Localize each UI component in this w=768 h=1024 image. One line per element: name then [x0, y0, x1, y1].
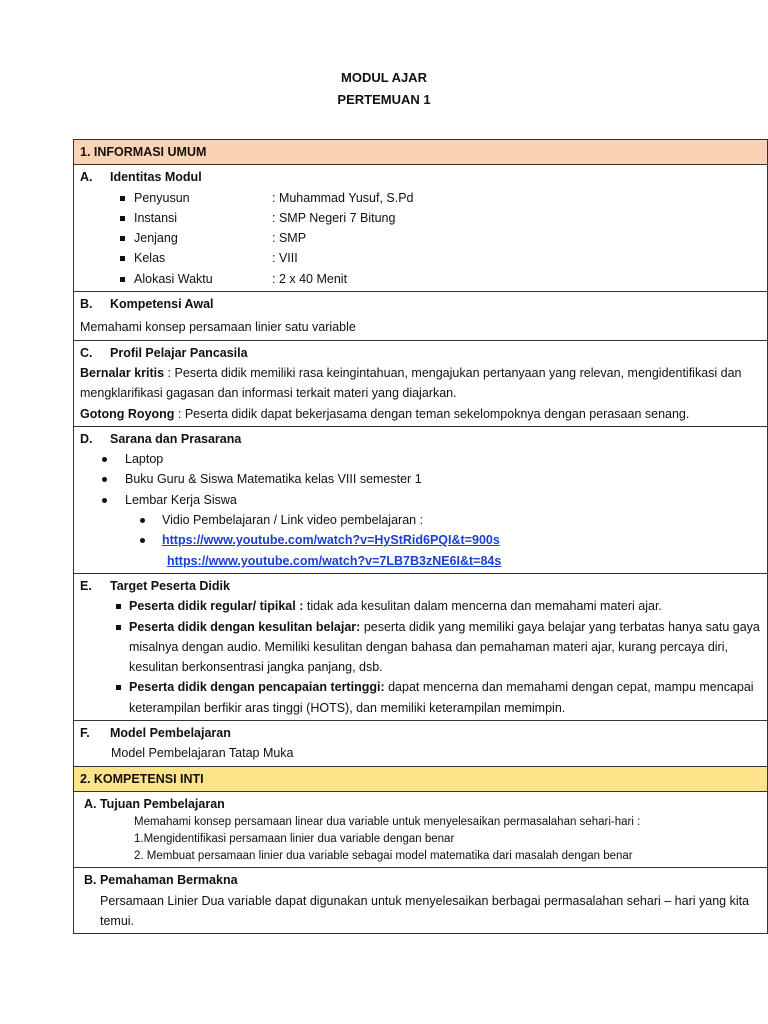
target-list — [80, 596, 761, 718]
document-subtitle: PERTEMUAN 1 — [337, 92, 431, 107]
section-a — [74, 165, 768, 292]
section-tujuan-title: A. Tujuan Pembelajaran — [84, 796, 225, 811]
profile-gotong-royong: Gotong Royong : Peserta didik dapat bekerjasama dengan teman sekelompoknya dengan perasaan senang. — [80, 406, 690, 421]
facility-list — [80, 449, 761, 510]
list-item: Peserta didik regular/ tipikal : tidak ada kesulitan dalam mencerna dan memahami materi ajar. — [80, 596, 761, 616]
section-d — [74, 426, 768, 573]
section-a-title: Identitas Modul — [110, 170, 202, 185]
list-item: Kelas : VIII — [80, 248, 761, 268]
section-b — [74, 292, 768, 341]
profile-bernalar: Bernalar kritis : Peserta didik memiliki rasa keingintahuan, mengajukan pertanyaan yang relevan, mengidentifikasi dan mengklarifikasi gagasan dan informasi terkait materi yang diajarkan. — [80, 365, 742, 401]
section-b-letter: B. — [80, 297, 93, 312]
section-f-letter: F. — [80, 726, 90, 741]
list-item: Buku Guru & Siswa Matematika kelas VIII semester 1 — [80, 469, 761, 489]
section-1-header: 1. INFORMASI UMUM — [74, 140, 768, 165]
section-f — [74, 721, 768, 767]
section-b-title: Kompetensi Awal — [110, 297, 214, 312]
list-item: Penyusun : Muhammad Yusuf, S.Pd — [80, 188, 761, 208]
section-d-letter: D. — [80, 431, 93, 446]
section-f-text: Model Pembelajaran Tatap Muka — [111, 746, 294, 761]
list-item — [80, 530, 761, 550]
tujuan-line-1: Memahami konsep persamaan linear dua variable untuk menyelesaikan permasalahan sehari-hari : — [134, 816, 641, 829]
list-item: Lembar Kerja Siswa — [80, 490, 761, 510]
list-item: Laptop — [80, 449, 761, 469]
section-a-letter: A. — [80, 170, 93, 185]
section-e — [74, 573, 768, 720]
video-link-2[interactable]: https://www.youtube.com/watch?v=7LB7B3zNE6I&t=84s — [167, 553, 502, 568]
section-e-letter: E. — [80, 578, 92, 593]
document-title: MODUL AJAR — [341, 70, 427, 85]
section-b-text: Memahami konsep persamaan linier satu variable — [80, 320, 356, 335]
list-item: Vidio Pembelajaran / Link video pembelajaran : — [80, 510, 761, 530]
list-item: Jenjang : SMP — [80, 228, 761, 248]
video-link-1[interactable]: https://www.youtube.com/watch?v=HyStRid6PQI&t=900s — [162, 533, 500, 548]
section-c-title: Profil Pelajar Pancasila — [110, 345, 248, 360]
section-d-title: Sarana dan Prasarana — [110, 431, 242, 446]
module-table — [73, 139, 768, 934]
list-item: Peserta didik dengan kesulitan belajar: peserta didik yang memiliki gaya belajar yang terbatas hanya satu gaya misalnya dengan audio. Memiliki kesulitan dengan bahasa dan pemahaman materi ajar, kurang percaya diri, kesulitan berkonsentrasi jangka panjang, dsb. — [80, 617, 761, 678]
identity-list — [80, 188, 761, 289]
section-2-header: 2. KOMPETENSI INTI — [74, 766, 768, 791]
pemahaman-text: Persamaan Linier Dua variable dapat digunakan untuk menyelesaikan berbagai permasalahan sehari – hari yang kita temui. — [100, 893, 750, 928]
video-list — [80, 510, 761, 551]
section-f-title: Model Pembelajaran — [110, 726, 231, 741]
section-pemahaman-title: B. Pemahaman Bermakna — [84, 873, 238, 888]
section-pemahaman — [74, 868, 768, 934]
section-e-title: Target Peserta Didik — [110, 578, 230, 593]
tujuan-line-2: 1.Mengidentifikasi persamaan linier dua variable dengan benar — [134, 833, 455, 846]
list-item: Instansi : SMP Negeri 7 Bitung — [80, 208, 761, 228]
tujuan-line-3: 2. Membuat persamaan linier dua variable sebagai model matematika dari masalah dengan benar — [134, 850, 633, 863]
section-tujuan — [74, 791, 768, 867]
section-c-letter: C. — [80, 345, 93, 360]
list-item: Alokasi Waktu : 2 x 40 Menit — [80, 269, 761, 289]
section-c — [74, 340, 768, 426]
list-item: Peserta didik dengan pencapaian tertinggi: dapat mencerna dan memahami dengan cepat, mampu mencapai keterampilan berfikir aras tinggi (HOTS), dan memiliki keterampilan memimpin. — [80, 677, 761, 718]
